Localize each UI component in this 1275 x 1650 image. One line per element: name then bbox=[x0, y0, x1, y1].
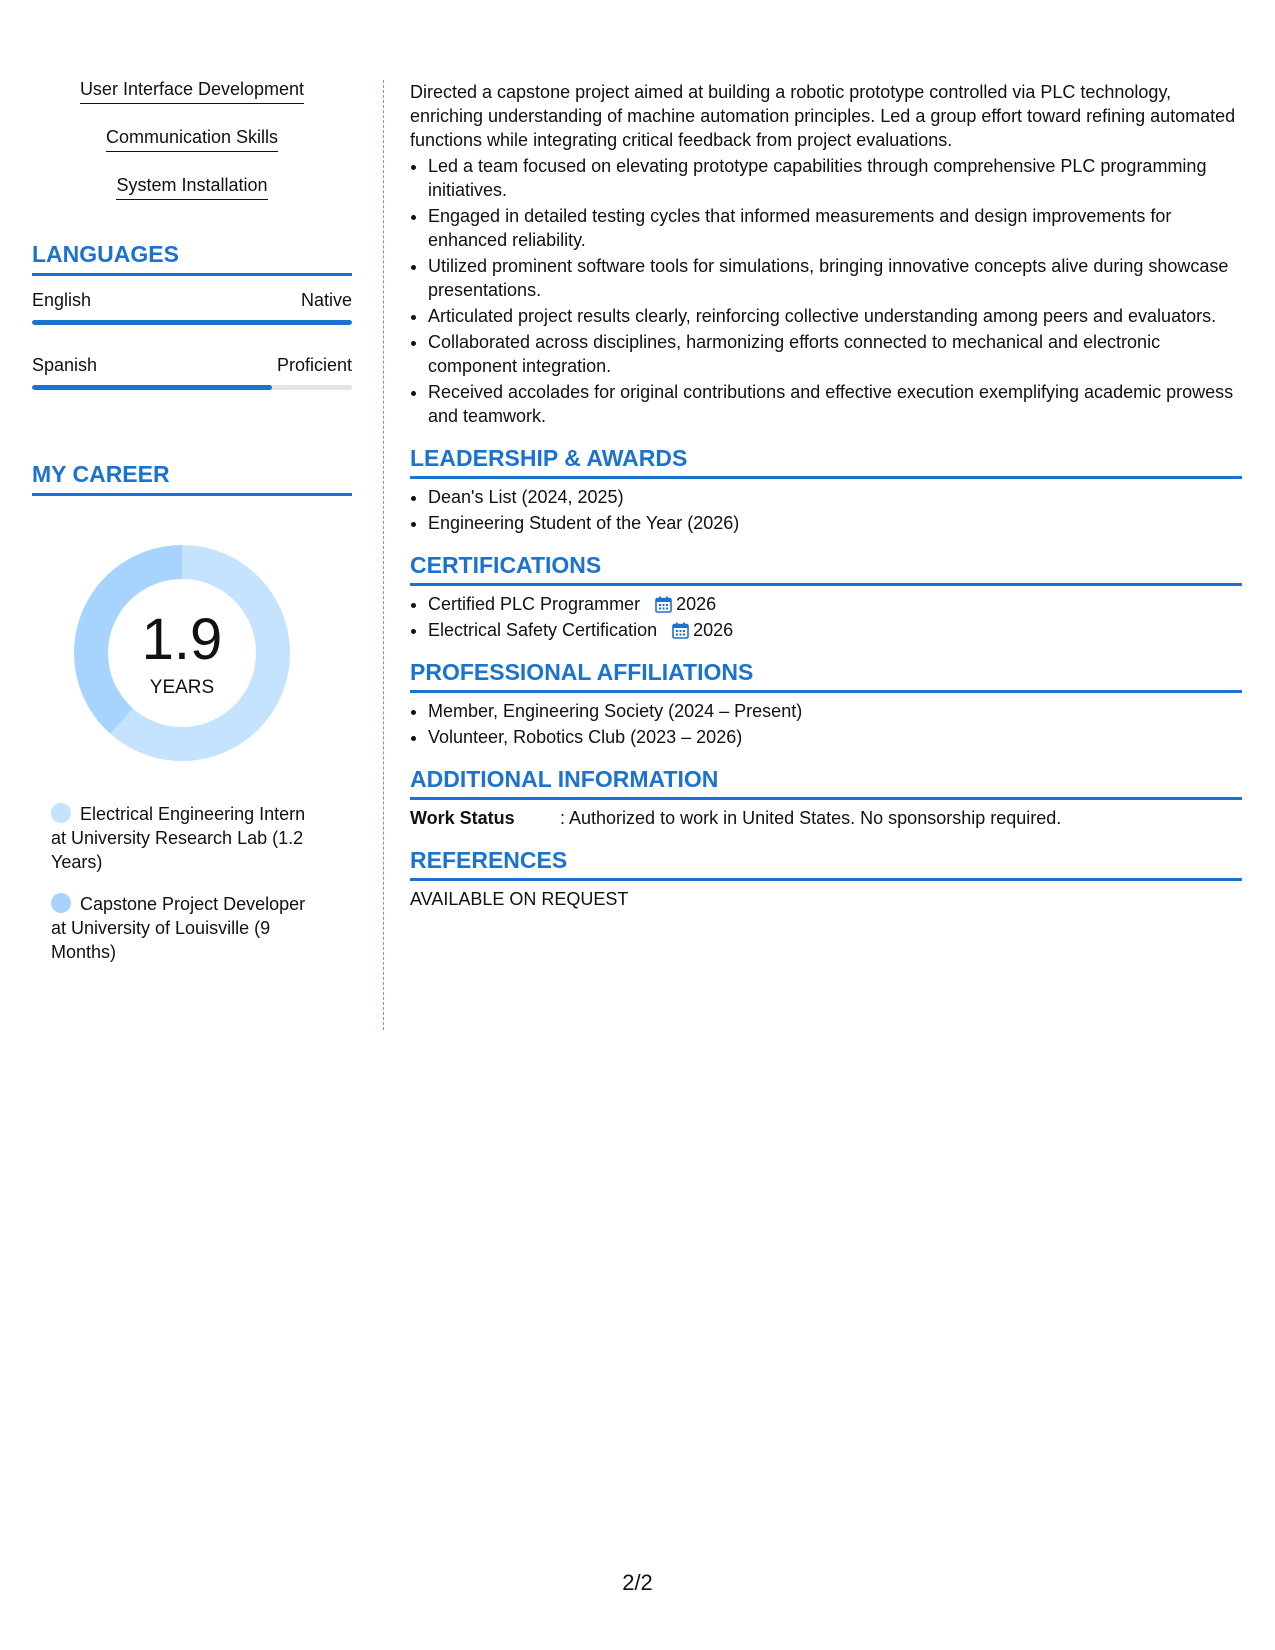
left-column bbox=[32, 78, 352, 982]
list-item: • Utilized prominent software tools for simulations, bringing innovative concepts alive during showcase presentations. bbox=[428, 254, 1242, 302]
language-level-bar bbox=[32, 385, 352, 390]
certification-item bbox=[428, 592, 1242, 616]
work-status-label: Work Status bbox=[410, 808, 515, 828]
page-number: 2/2 bbox=[622, 1570, 653, 1595]
certification-name: Certified PLC Programmer bbox=[428, 594, 641, 614]
languages-section bbox=[32, 240, 352, 390]
skills-list bbox=[32, 78, 352, 200]
career-total-value: 1.9 bbox=[141, 607, 223, 672]
career-total-unit: YEARS bbox=[149, 677, 215, 698]
language-name: English bbox=[32, 290, 92, 310]
certification-name: Electrical Safety Certification bbox=[428, 620, 658, 640]
language-level: Proficient bbox=[276, 355, 352, 375]
skill-item: System Installation bbox=[116, 174, 267, 200]
additional-info-title: ADDITIONAL INFORMATION bbox=[410, 765, 1242, 800]
language-level-fill bbox=[32, 385, 272, 390]
legend-dot-icon bbox=[51, 803, 71, 823]
language-level-bar bbox=[32, 320, 352, 325]
languages-title: LANGUAGES bbox=[32, 240, 352, 276]
leadership-section bbox=[410, 444, 1242, 535]
list-item: • Member, Engineering Society (2024 – Present) bbox=[428, 699, 1242, 723]
legend-dot-icon bbox=[51, 893, 71, 913]
certification-year: 2026 bbox=[693, 620, 734, 640]
work-status-value: : Authorized to work in United States. No sponsorship required. bbox=[560, 808, 1062, 828]
certification-item bbox=[428, 618, 1242, 642]
references-title: REFERENCES bbox=[410, 846, 1242, 881]
affiliations-section bbox=[410, 658, 1242, 749]
list-item: • Led a team focused on elevating prototype capabilities through comprehensive PLC programming initiatives. bbox=[428, 154, 1242, 202]
career-donut-chart bbox=[67, 538, 297, 768]
career-legend-label: Electrical Engineering Intern at University Research Lab (1.2 Years) bbox=[51, 804, 306, 872]
skill-item: User Interface Development bbox=[80, 78, 304, 104]
certifications-title: CERTIFICATIONS bbox=[410, 551, 1242, 586]
career-legend-label: Capstone Project Developer at University of Louisville (9 Months) bbox=[51, 894, 306, 962]
career-title: MY CAREER bbox=[32, 460, 352, 496]
skill-item: Communication Skills bbox=[106, 126, 278, 152]
list-item: • Volunteer, Robotics Club (2023 – 2026) bbox=[428, 725, 1242, 749]
references-text: AVAILABLE ON REQUEST bbox=[410, 889, 629, 909]
language-name: Spanish bbox=[32, 355, 98, 375]
column-divider bbox=[383, 80, 384, 1030]
career-legend-item bbox=[51, 892, 321, 964]
list-item: • Collaborated across disciplines, harmonizing efforts connected to mechanical and electronic component integration. bbox=[428, 330, 1242, 378]
work-status-row bbox=[410, 806, 1242, 830]
certifications-section bbox=[410, 551, 1242, 642]
calendar-icon bbox=[672, 622, 689, 639]
career-legend-item bbox=[51, 802, 321, 874]
career-legend bbox=[32, 802, 352, 964]
list-item: • Articulated project results clearly, reinforcing collective understanding among peers and evaluators. bbox=[428, 304, 1242, 328]
additional-info-section bbox=[410, 765, 1242, 830]
list-item: • Dean's List (2024, 2025) bbox=[428, 485, 1242, 509]
project-summary: Directed a capstone project aimed at building a robotic prototype controlled via PLC technology, enriching understanding of machine automation principles. Led a group effort toward refining automated functions while integrating critical feedback from project evaluations. bbox=[410, 82, 1236, 150]
project-bullets bbox=[410, 154, 1242, 428]
language-item bbox=[32, 290, 352, 325]
affiliations-title: PROFESSIONAL AFFILIATIONS bbox=[410, 658, 1242, 693]
list-item: • Engineering Student of the Year (2026) bbox=[428, 511, 1242, 535]
calendar-icon bbox=[655, 596, 672, 613]
list-item: • Received accolades for original contributions and effective execution exemplifying academic prowess and teamwork. bbox=[428, 380, 1242, 428]
language-item bbox=[32, 355, 352, 390]
leadership-title: LEADERSHIP & AWARDS bbox=[410, 444, 1242, 479]
certification-year: 2026 bbox=[676, 594, 717, 614]
career-section bbox=[32, 460, 352, 964]
references-section bbox=[410, 846, 1242, 911]
language-level: Native bbox=[300, 290, 352, 310]
language-level-fill bbox=[32, 320, 352, 325]
right-column bbox=[410, 80, 1242, 911]
list-item: • Engaged in detailed testing cycles that informed measurements and design improvements for enhanced reliability. bbox=[428, 204, 1242, 252]
